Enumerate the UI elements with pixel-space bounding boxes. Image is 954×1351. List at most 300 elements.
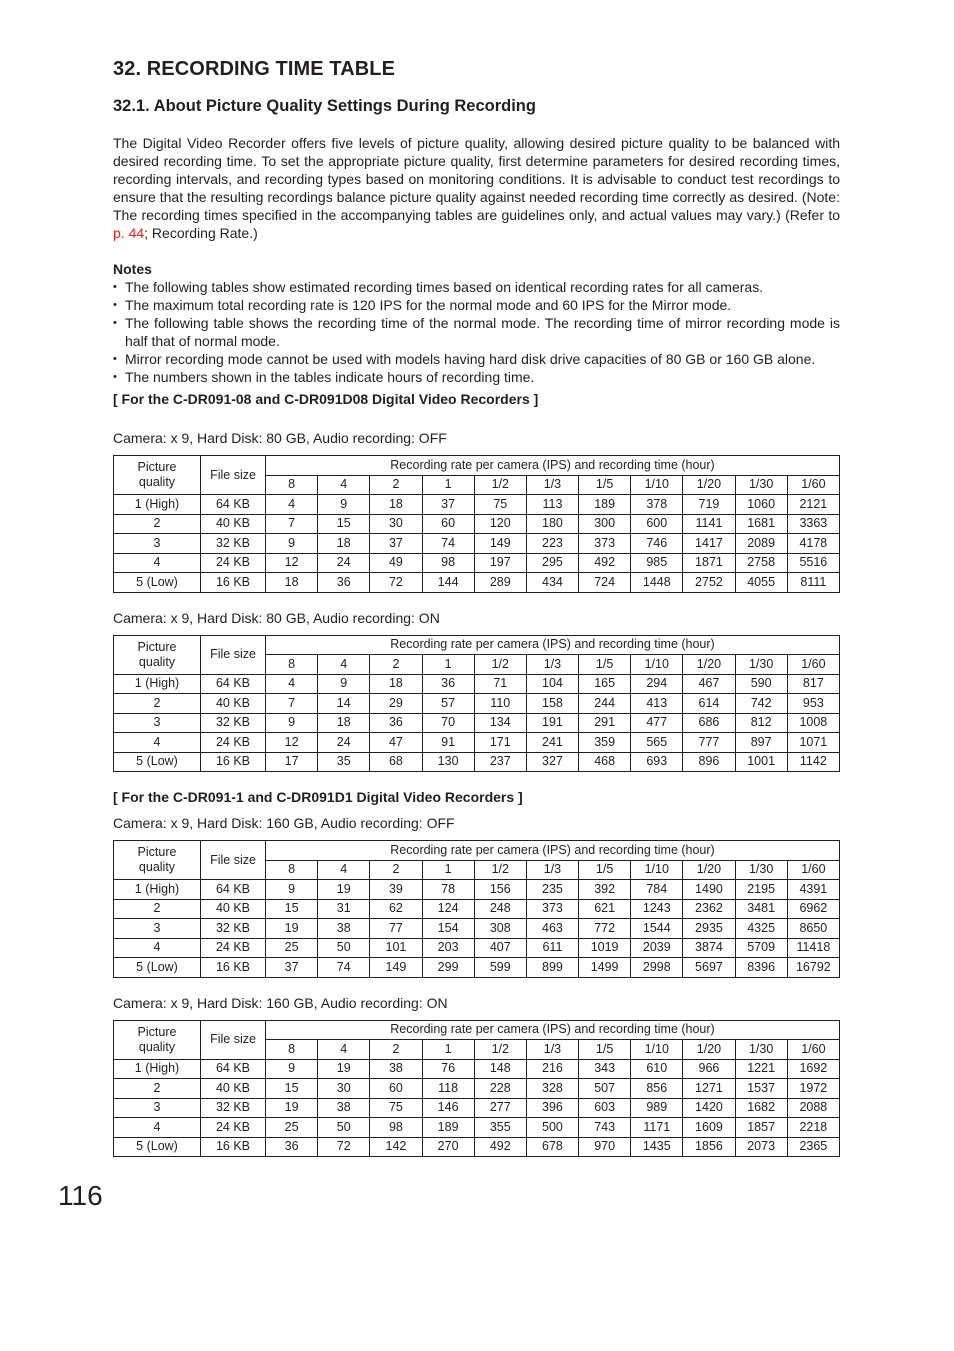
hours-cell: 327 (526, 752, 578, 772)
table-row (114, 1059, 840, 1079)
rate-header-cell: 1 (422, 475, 474, 495)
hours-cell: 75 (474, 495, 526, 515)
file-size-cell: 64 KB (201, 495, 266, 515)
hours-cell: 36 (422, 674, 474, 694)
hours-cell: 2089 (735, 534, 787, 554)
hours-cell: 228 (474, 1079, 526, 1099)
hours-cell: 5697 (683, 958, 735, 978)
hours-cell: 989 (631, 1098, 683, 1118)
intro-paragraph (113, 134, 840, 242)
quality-cell: 1 (High) (114, 674, 201, 694)
page-number: 116 (58, 1180, 103, 1211)
hours-cell: 171 (474, 733, 526, 753)
rate-header-cell: 1/2 (474, 475, 526, 495)
hours-cell: 57 (422, 694, 474, 714)
rate-header-cell: 1/60 (787, 475, 839, 495)
hours-cell: 19 (266, 919, 318, 939)
hours-cell: 614 (683, 694, 735, 714)
hours-cell: 611 (526, 938, 578, 958)
picture-quality-header (114, 841, 201, 880)
hours-cell: 241 (526, 733, 578, 753)
hours-cell: 1682 (735, 1098, 787, 1118)
hours-cell: 4325 (735, 919, 787, 939)
rate-header-cell: 1/20 (683, 475, 735, 495)
hours-cell: 686 (683, 713, 735, 733)
hours-cell: 1499 (579, 958, 631, 978)
hours-cell: 3481 (735, 899, 787, 919)
hours-cell: 896 (683, 752, 735, 772)
note-item: • Mirror recording mode cannot be used with models having hard disk drive capacities of 80 GB or 160 GB alone. (113, 350, 840, 368)
model-section-heading-b: [ For the C-DR091-1 and C-DR091D1 Digital Video Recorders ] (113, 789, 523, 805)
hours-cell: 9 (266, 534, 318, 554)
hours-cell: 5516 (787, 553, 839, 573)
hours-cell: 590 (735, 674, 787, 694)
hours-cell: 38 (318, 919, 370, 939)
hours-cell: 120 (474, 514, 526, 534)
hours-cell: 5709 (735, 938, 787, 958)
note-item: • The numbers shown in the tables indicate hours of recording time. (113, 368, 840, 386)
hours-cell: 72 (370, 573, 422, 593)
page-reference-link[interactable]: p. 44 (113, 225, 145, 241)
table-header-row (114, 635, 840, 655)
rate-header-cell: 2 (370, 1040, 422, 1060)
file-size-cell: 24 KB (201, 938, 266, 958)
section-subtitle: 32.1. About Picture Quality Settings During Recording (113, 97, 536, 115)
file-size-header: File size (201, 1020, 266, 1059)
quality-cell: 5 (Low) (114, 752, 201, 772)
picture-quality-header (114, 1020, 201, 1059)
hours-cell: 295 (526, 553, 578, 573)
hours-cell: 15 (266, 899, 318, 919)
hours-cell: 37 (422, 495, 474, 515)
file-size-cell: 32 KB (201, 1098, 266, 1118)
hours-cell: 308 (474, 919, 526, 939)
hours-cell: 37 (370, 534, 422, 554)
quality-cell: 5 (Low) (114, 958, 201, 978)
quality-cell: 1 (High) (114, 1059, 201, 1079)
file-size-cell: 64 KB (201, 674, 266, 694)
header-text: quality (138, 1039, 176, 1054)
hours-cell: 71 (474, 674, 526, 694)
hours-cell: 4 (266, 495, 318, 515)
rate-header-cell: 1/60 (787, 655, 839, 675)
hours-cell: 156 (474, 880, 526, 900)
file-size-cell: 64 KB (201, 880, 266, 900)
hours-cell: 784 (631, 880, 683, 900)
hours-cell: 18 (318, 713, 370, 733)
hours-cell: 2088 (787, 1098, 839, 1118)
hours-cell: 300 (579, 514, 631, 534)
file-size-cell: 32 KB (201, 919, 266, 939)
hours-cell: 897 (735, 733, 787, 753)
hours-cell: 9 (318, 674, 370, 694)
rate-header-cell: 2 (370, 475, 422, 495)
hours-cell: 2752 (683, 573, 735, 593)
hours-cell: 24 (318, 553, 370, 573)
table-caption: Camera: x 9, Hard Disk: 160 GB, Audio recording: OFF (113, 815, 455, 831)
hours-cell: 15 (266, 1079, 318, 1099)
rate-header-cell: 1/30 (735, 1040, 787, 1060)
hours-cell: 270 (422, 1137, 474, 1157)
table-slot (113, 1020, 840, 1158)
table-row (114, 1079, 840, 1099)
rate-header-cell: 4 (318, 655, 370, 675)
rate-header-cell: 4 (318, 860, 370, 880)
page-title: 32. RECORDING TIME TABLE (113, 58, 396, 80)
rate-header-cell: 1/30 (735, 860, 787, 880)
rate-header-cell: 1/5 (579, 1040, 631, 1060)
quality-cell: 2 (114, 514, 201, 534)
hours-cell: 434 (526, 573, 578, 593)
hours-cell: 203 (422, 938, 474, 958)
rate-header-cell: 8 (266, 655, 318, 675)
hours-cell: 772 (579, 919, 631, 939)
hours-cell: 154 (422, 919, 474, 939)
hours-cell: 1544 (631, 919, 683, 939)
quality-cell: 3 (114, 713, 201, 733)
hours-cell: 8111 (787, 573, 839, 593)
hours-cell: 985 (631, 553, 683, 573)
hours-cell: 14 (318, 694, 370, 714)
table-row (114, 919, 840, 939)
hours-cell: 35 (318, 752, 370, 772)
hours-cell: 678 (526, 1137, 578, 1157)
hours-cell: 396 (526, 1098, 578, 1118)
hours-cell: 966 (683, 1059, 735, 1079)
hours-cell: 2195 (735, 880, 787, 900)
hours-cell: 1856 (683, 1137, 735, 1157)
rate-header-cell: 1/2 (474, 1040, 526, 1060)
hours-cell: 9 (266, 1059, 318, 1079)
hours-cell: 38 (370, 1059, 422, 1079)
hours-cell: 11418 (787, 938, 839, 958)
hours-cell: 149 (474, 534, 526, 554)
table-row (114, 674, 840, 694)
hours-cell: 4178 (787, 534, 839, 554)
hours-cell: 7 (266, 514, 318, 534)
hours-cell: 113 (526, 495, 578, 515)
hours-cell: 291 (579, 713, 631, 733)
model-section-heading-a: [ For the C-DR091-08 and C-DR091D08 Digital Video Recorders ] (113, 391, 539, 407)
hours-cell: 78 (422, 880, 474, 900)
hours-cell: 70 (422, 713, 474, 733)
quality-cell: 2 (114, 899, 201, 919)
rate-header-cell: 4 (318, 475, 370, 495)
hours-cell: 8396 (735, 958, 787, 978)
hours-cell: 36 (266, 1137, 318, 1157)
hours-cell: 37 (266, 958, 318, 978)
file-size-cell: 16 KB (201, 573, 266, 593)
quality-cell: 4 (114, 938, 201, 958)
file-size-cell: 40 KB (201, 514, 266, 534)
table-row (114, 938, 840, 958)
hours-cell: 7 (266, 694, 318, 714)
hours-cell: 407 (474, 938, 526, 958)
hours-cell: 299 (422, 958, 474, 978)
rate-header-cell: 1 (422, 655, 474, 675)
table-header-row (114, 1020, 840, 1040)
hours-cell: 468 (579, 752, 631, 772)
header-text: quality (138, 475, 176, 489)
table-header-row (114, 456, 840, 476)
hours-cell: 197 (474, 553, 526, 573)
file-size-header: File size (201, 841, 266, 880)
hours-cell: 373 (526, 899, 578, 919)
hours-cell: 856 (631, 1079, 683, 1099)
file-size-header: File size (201, 635, 266, 674)
hours-cell: 62 (370, 899, 422, 919)
hours-cell: 492 (474, 1137, 526, 1157)
hours-cell: 1681 (735, 514, 787, 534)
hours-cell: 9 (318, 495, 370, 515)
header-text: Picture (137, 1024, 177, 1039)
hours-cell: 378 (631, 495, 683, 515)
hours-cell: 953 (787, 694, 839, 714)
hours-cell: 277 (474, 1098, 526, 1118)
hours-cell: 1972 (787, 1079, 839, 1099)
hours-cell: 2073 (735, 1137, 787, 1157)
rate-header-cell: 1/20 (683, 655, 735, 675)
table-row (114, 899, 840, 919)
hours-cell: 25 (266, 938, 318, 958)
hours-cell: 39 (370, 880, 422, 900)
hours-cell: 899 (526, 958, 578, 978)
hours-cell: 29 (370, 694, 422, 714)
hours-cell: 50 (318, 938, 370, 958)
file-size-cell: 64 KB (201, 1059, 266, 1079)
hours-cell: 12 (266, 553, 318, 573)
file-size-cell: 40 KB (201, 899, 266, 919)
hours-cell: 235 (526, 880, 578, 900)
rate-header-cell: 1/60 (787, 860, 839, 880)
hours-cell: 30 (370, 514, 422, 534)
rate-header-cell: 4 (318, 1040, 370, 1060)
recording-time-table (113, 840, 840, 978)
hours-cell: 60 (422, 514, 474, 534)
hours-cell: 110 (474, 694, 526, 714)
hours-cell: 392 (579, 880, 631, 900)
rate-header-cell: 1 (422, 1040, 474, 1060)
rate-header-cell: 8 (266, 475, 318, 495)
quality-cell: 2 (114, 1079, 201, 1099)
table-header-row (114, 841, 840, 861)
table-row (114, 694, 840, 714)
hours-cell: 189 (422, 1118, 474, 1138)
rate-header-cell: 8 (266, 860, 318, 880)
hours-cell: 2758 (735, 553, 787, 573)
hours-cell: 189 (579, 495, 631, 515)
hours-cell: 134 (474, 713, 526, 733)
hours-cell: 74 (422, 534, 474, 554)
rate-header-cell: 1/3 (526, 655, 578, 675)
quality-cell: 2 (114, 694, 201, 714)
hours-cell: 244 (579, 694, 631, 714)
hours-cell: 101 (370, 938, 422, 958)
rate-header-cell: 1/30 (735, 475, 787, 495)
hours-cell: 1221 (735, 1059, 787, 1079)
rate-header-cell: 1/20 (683, 1040, 735, 1060)
rate-header-cell: 2 (370, 860, 422, 880)
hours-cell: 18 (370, 495, 422, 515)
hours-cell: 104 (526, 674, 578, 694)
hours-cell: 142 (370, 1137, 422, 1157)
recording-rate-header: Recording rate per camera (IPS) and recording time (hour) (266, 456, 840, 476)
hours-cell: 19 (266, 1098, 318, 1118)
file-size-cell: 40 KB (201, 694, 266, 714)
table-row (114, 553, 840, 573)
table-slot (113, 840, 840, 978)
rate-header-cell: 1/2 (474, 860, 526, 880)
hours-cell: 1537 (735, 1079, 787, 1099)
hours-cell: 2121 (787, 495, 839, 515)
hours-cell: 16792 (787, 958, 839, 978)
hours-cell: 724 (579, 573, 631, 593)
intro-text-end: ; Recording Rate.) (144, 225, 258, 241)
quality-cell: 5 (Low) (114, 573, 201, 593)
file-size-cell: 32 KB (201, 713, 266, 733)
hours-cell: 693 (631, 752, 683, 772)
hours-cell: 72 (318, 1137, 370, 1157)
picture-quality-header (114, 635, 201, 674)
hours-cell: 25 (266, 1118, 318, 1138)
note-item: • The maximum total recording rate is 120 IPS for the normal mode and 60 IPS for the Mirror mode. (113, 296, 840, 314)
rate-header-cell: 1/20 (683, 860, 735, 880)
hours-cell: 373 (579, 534, 631, 554)
file-size-cell: 40 KB (201, 1079, 266, 1099)
hours-cell: 165 (579, 674, 631, 694)
table-row (114, 573, 840, 593)
file-size-cell: 16 KB (201, 958, 266, 978)
hours-cell: 19 (318, 880, 370, 900)
hours-cell: 180 (526, 514, 578, 534)
rate-header-cell: 1/10 (631, 1040, 683, 1060)
file-size-cell: 24 KB (201, 733, 266, 753)
hours-cell: 1490 (683, 880, 735, 900)
table-row (114, 958, 840, 978)
rate-header-cell: 8 (266, 1040, 318, 1060)
hours-cell: 124 (422, 899, 474, 919)
hours-cell: 18 (370, 674, 422, 694)
hours-cell: 50 (318, 1118, 370, 1138)
hours-cell: 36 (370, 713, 422, 733)
hours-cell: 777 (683, 733, 735, 753)
header-text: Picture (137, 460, 177, 474)
header-text: Picture (137, 845, 177, 859)
hours-cell: 1141 (683, 514, 735, 534)
hours-cell: 467 (683, 674, 735, 694)
quality-cell: 4 (114, 553, 201, 573)
hours-cell: 148 (474, 1059, 526, 1079)
hours-cell: 1435 (631, 1137, 683, 1157)
hours-cell: 1857 (735, 1118, 787, 1138)
hours-cell: 343 (579, 1059, 631, 1079)
hours-cell: 38 (318, 1098, 370, 1118)
rate-header-cell: 1/30 (735, 655, 787, 675)
hours-cell: 294 (631, 674, 683, 694)
hours-cell: 15 (318, 514, 370, 534)
hours-cell: 9 (266, 880, 318, 900)
rate-header-cell: 1/3 (526, 860, 578, 880)
hours-cell: 6962 (787, 899, 839, 919)
hours-cell: 500 (526, 1118, 578, 1138)
note-item: • The following table shows the recording time of the normal mode. The recording time of mirror recording mode is half that of normal mode. (113, 314, 840, 350)
hours-cell: 74 (318, 958, 370, 978)
hours-cell: 149 (370, 958, 422, 978)
rate-header-cell: 1/10 (631, 655, 683, 675)
rate-header-cell: 1/2 (474, 655, 526, 675)
hours-cell: 2998 (631, 958, 683, 978)
file-size-header: File size (201, 456, 266, 495)
table-row (114, 514, 840, 534)
hours-cell: 812 (735, 713, 787, 733)
hours-cell: 2039 (631, 938, 683, 958)
hours-cell: 49 (370, 553, 422, 573)
rate-header-cell: 1/5 (579, 860, 631, 880)
hours-cell: 77 (370, 919, 422, 939)
hours-cell: 463 (526, 919, 578, 939)
table-row (114, 534, 840, 554)
hours-cell: 1609 (683, 1118, 735, 1138)
rate-header-cell: 2 (370, 655, 422, 675)
hours-cell: 328 (526, 1079, 578, 1099)
hours-cell: 492 (579, 553, 631, 573)
hours-cell: 1871 (683, 553, 735, 573)
hours-cell: 3874 (683, 938, 735, 958)
hours-cell: 4391 (787, 880, 839, 900)
hours-cell: 130 (422, 752, 474, 772)
hours-cell: 599 (474, 958, 526, 978)
quality-cell: 3 (114, 919, 201, 939)
header-text: quality (138, 654, 176, 669)
hours-cell: 610 (631, 1059, 683, 1079)
note-item: • The following tables show estimated recording times based on identical recording rates for all cameras. (113, 278, 840, 296)
hours-cell: 1692 (787, 1059, 839, 1079)
hours-cell: 30 (318, 1079, 370, 1099)
hours-cell: 237 (474, 752, 526, 772)
hours-cell: 289 (474, 573, 526, 593)
quality-cell: 5 (Low) (114, 1137, 201, 1157)
table-row (114, 880, 840, 900)
table-row (114, 752, 840, 772)
hours-cell: 817 (787, 674, 839, 694)
hours-cell: 1271 (683, 1079, 735, 1099)
recording-rate-header: Recording rate per camera (IPS) and recording time (hour) (266, 841, 840, 861)
hours-cell: 355 (474, 1118, 526, 1138)
hours-cell: 603 (579, 1098, 631, 1118)
table-row (114, 1137, 840, 1157)
hours-cell: 1417 (683, 534, 735, 554)
hours-cell: 98 (422, 553, 474, 573)
hours-cell: 24 (318, 733, 370, 753)
hours-cell: 413 (631, 694, 683, 714)
rate-header-cell: 1/3 (526, 475, 578, 495)
hours-cell: 144 (422, 573, 474, 593)
intro-text: The Digital Video Recorder offers five levels of picture quality, allowing desired picture quality to be balanced with desired recording time. To set the appropriate picture quality, first determine parameters for desired recording times, recording intervals, and recording types based on monitoring conditions. It is advisable to conduct test recordings to ensure that the resulting recordings balance picture quality against needed recording time correctly as desired. (Note: The recording times specified in the accompanying tables are guidelines only, and actual values may vary.) (Refer to (113, 135, 840, 223)
hours-cell: 1001 (735, 752, 787, 772)
recording-rate-header: Recording rate per camera (IPS) and recording time (hour) (266, 635, 840, 655)
hours-cell: 68 (370, 752, 422, 772)
notes-heading: Notes (113, 261, 152, 277)
hours-cell: 970 (579, 1137, 631, 1157)
table-caption: Camera: x 9, Hard Disk: 80 GB, Audio recording: OFF (113, 430, 447, 446)
hours-cell: 19 (318, 1059, 370, 1079)
hours-cell: 146 (422, 1098, 474, 1118)
table-caption: Camera: x 9, Hard Disk: 160 GB, Audio recording: ON (113, 994, 448, 1011)
hours-cell: 1019 (579, 938, 631, 958)
hours-cell: 1071 (787, 733, 839, 753)
hours-cell: 9 (266, 713, 318, 733)
hours-cell: 621 (579, 899, 631, 919)
